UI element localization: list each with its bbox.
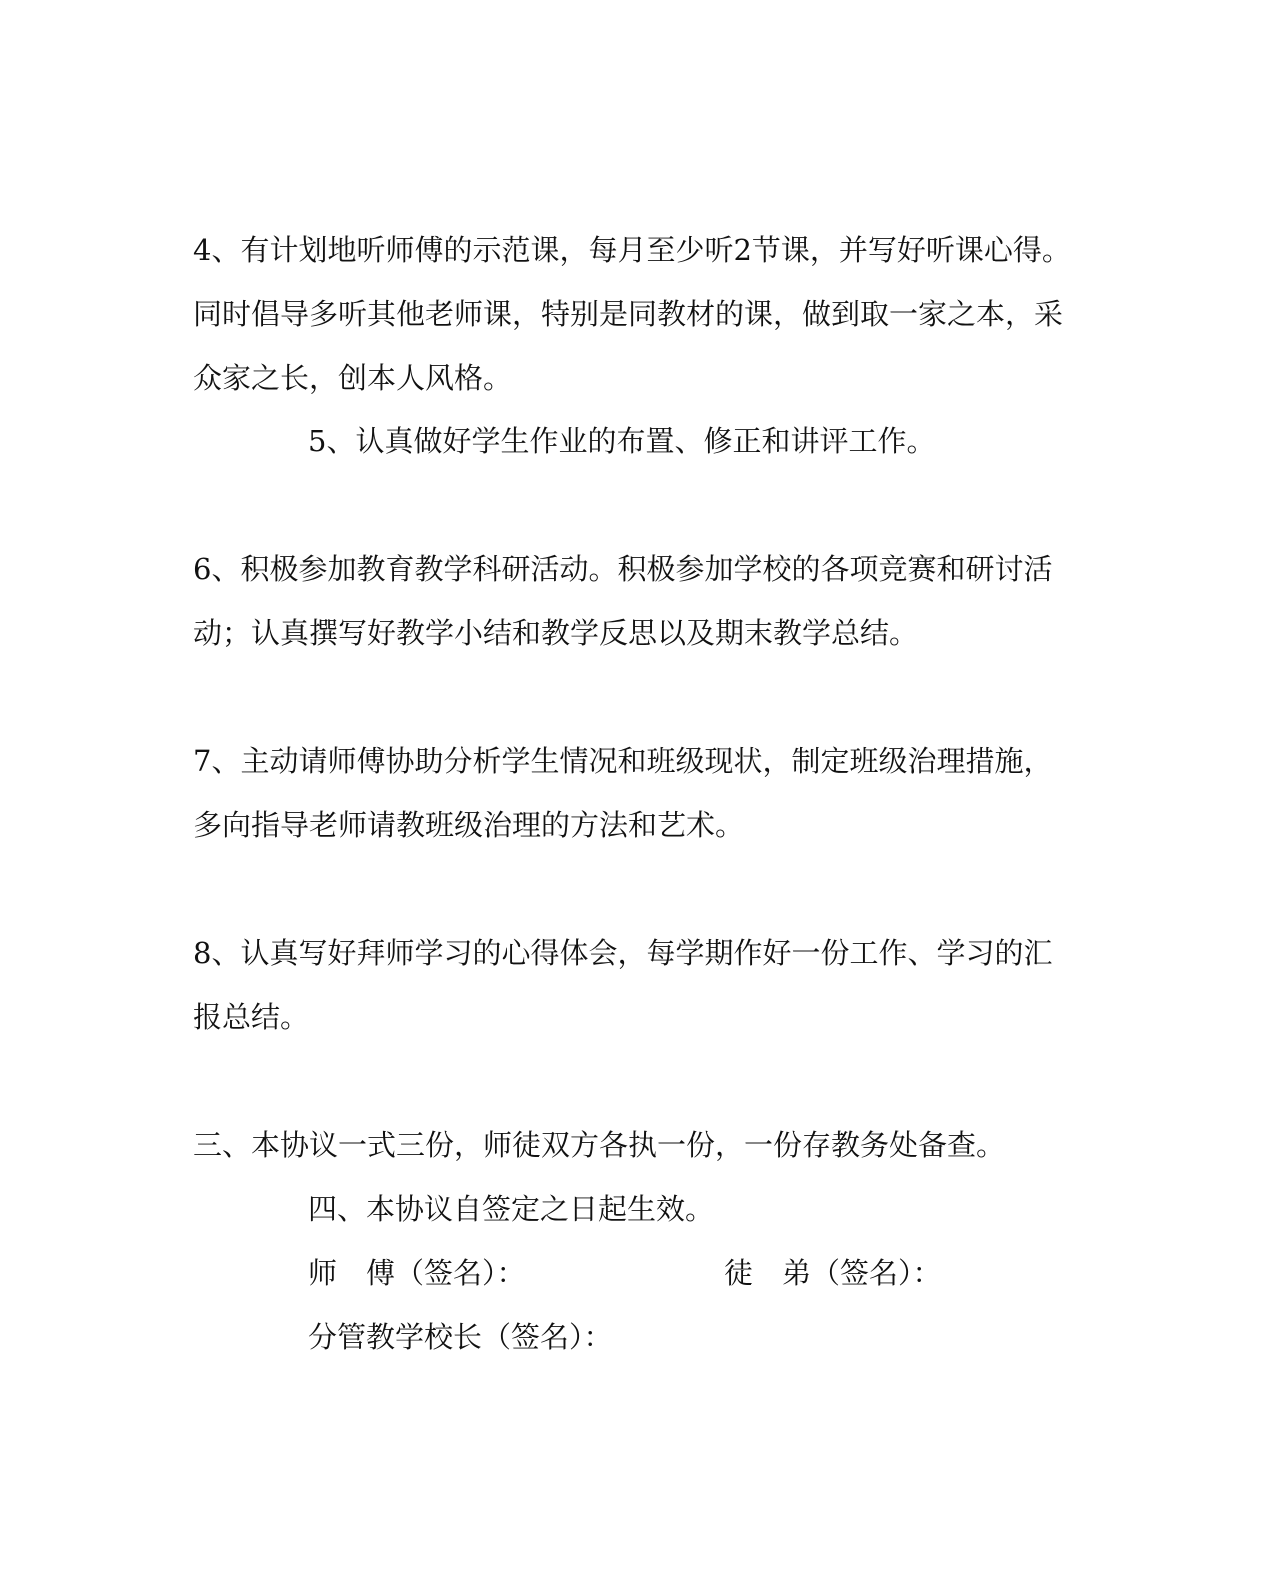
item-4-line-2: 同时倡导多听其他老师课，特别是同教材的课，做到取一家之本，采 xyxy=(193,297,1064,331)
section-3: 三、本协议一式三份，师徒双方各执一份，一份存教务处备查。 xyxy=(193,1128,1006,1162)
item-5: 5、认真做好学生作业的布置、修正和讲评工作。 xyxy=(308,424,936,458)
item-6-line-2: 动；认真撰写好教学小结和教学反思以及期末教学总结。 xyxy=(193,616,919,650)
master-signature-label: 师 傅（签名）： xyxy=(308,1256,526,1290)
item-4-line-3: 众家之长，创本人风格。 xyxy=(193,361,513,395)
principal-signature-label: 分管教学校长（签名）： xyxy=(308,1320,613,1354)
item-6-line-1: 6、积极参加教育教学科研活动。积极参加学校的各项竞赛和研讨活 xyxy=(193,552,1053,586)
item-8-line-2: 报总结。 xyxy=(193,1000,310,1034)
section-4: 四、本协议自签定之日起生效。 xyxy=(308,1192,715,1226)
item-4-line-1: 4、有计划地听师傅的示范课，每月至少听2节课，并写好听课心得。 xyxy=(193,233,1071,267)
item-7-line-1: 7、主动请师傅协助分析学生情况和班级现状，制定班级治理措施， xyxy=(193,744,1053,778)
apprentice-signature-label: 徒 弟（签名）： xyxy=(724,1256,942,1290)
item-8-line-1: 8、认真写好拜师学习的心得体会，每学期作好一份工作、学习的汇 xyxy=(193,936,1053,970)
item-7-line-2: 多向指导老师请教班级治理的方法和艺术。 xyxy=(193,808,745,842)
